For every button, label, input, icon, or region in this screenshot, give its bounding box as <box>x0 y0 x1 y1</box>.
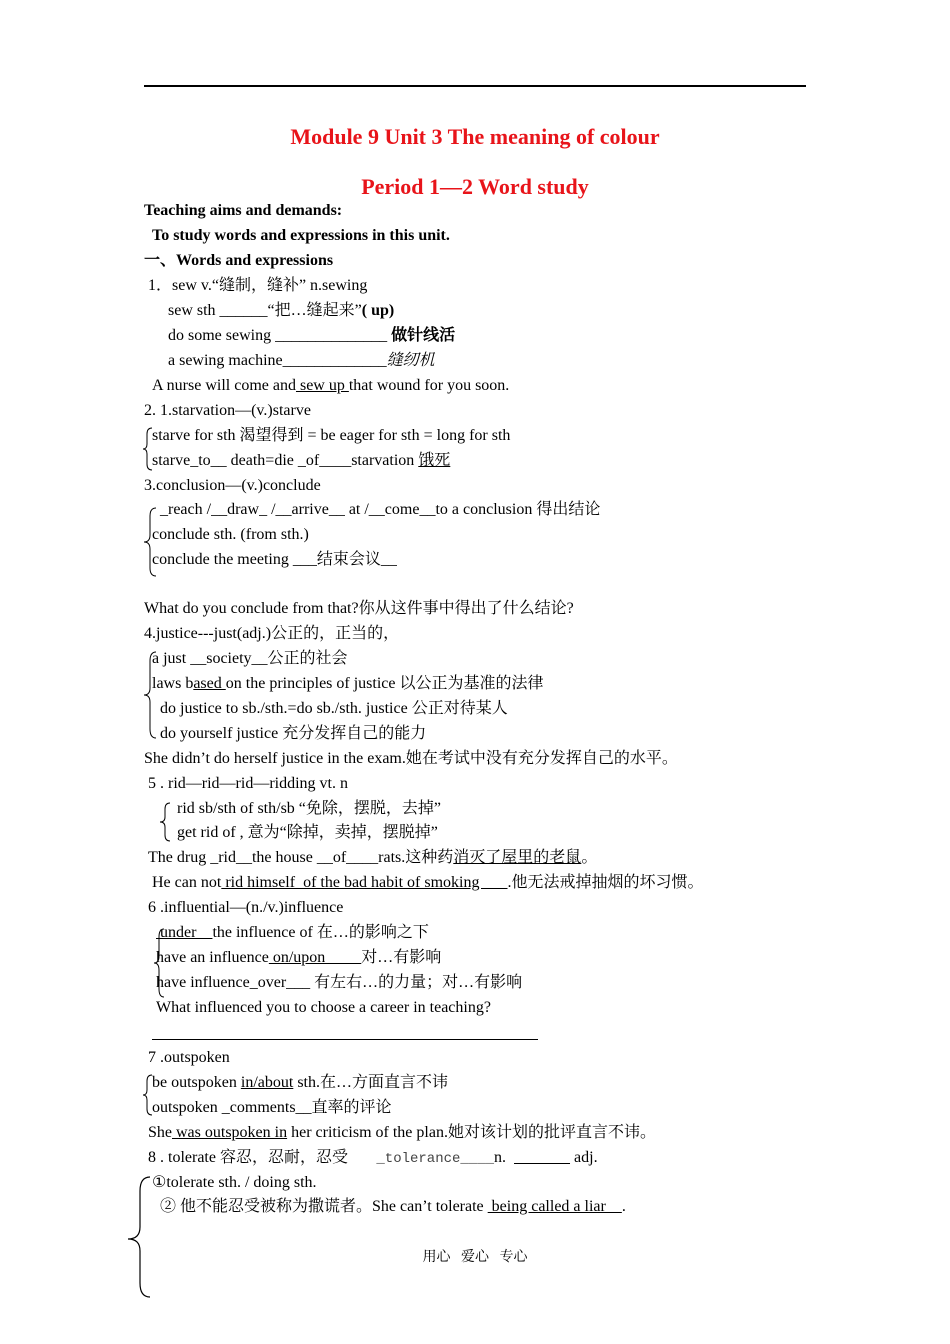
header-rule <box>144 85 806 87</box>
entry-7-example <box>148 1123 656 1143</box>
entry-7-line-b: outspoken _comments__直率的评论 <box>152 1099 392 1116</box>
entry-3-line-b: conclude sth. (from sth.) <box>152 526 309 543</box>
entry-5-ex2-post: .他无法戒掉抽烟的坏习惯。 <box>507 874 704 891</box>
entry-5-ex1-post: 。 <box>581 849 598 866</box>
entry-6-a-answer: under <box>156 924 213 941</box>
entry-1-a-answer: ( up) <box>361 302 395 319</box>
aims-heading: Teaching aims and demands: <box>144 202 343 219</box>
entry-4-line-c: do justice to sb./sth.=do sb./sth. justice 公正对待某人 <box>160 700 508 717</box>
entry-1-b-text: do some sewing ______________ <box>168 327 392 344</box>
entry-8-b-answer: being called a liar <box>487 1198 622 1215</box>
entry-4-example: She didn’t do herself justice in the exam.她在考试中没有充分发挥自己的水平。 <box>144 750 678 767</box>
entry-7-a-answer: in/about <box>240 1074 294 1091</box>
entry-3-line-a: _reach /__draw_ /__arrive__ at /__come__to a conclusion 得出结论 <box>160 501 601 518</box>
entry-1-c-answer: 缝纫机 <box>386 352 435 369</box>
entry-2-b-answer: 饿死 <box>418 452 451 469</box>
entry-1-line-c <box>168 351 435 371</box>
answer-blank-line <box>152 1039 538 1040</box>
entry-1-line-a <box>168 301 394 321</box>
entry-5-brace <box>158 802 172 842</box>
entry-6-heading: 6 .influential—(n./v.)influence <box>148 899 344 916</box>
entry-8-noun-answer: _tolerance____ <box>367 1151 495 1167</box>
page-footer: 用心 爱心 专心 <box>422 1250 528 1265</box>
entry-8-head-mid: n. <box>494 1149 515 1166</box>
section-heading: 一、Words and expressions <box>144 252 334 269</box>
entry-3-heading: 3.conclusion—(v.)conclude <box>144 477 321 494</box>
entry-2-b-text: starve_to__ death=die _of____starvation <box>152 452 419 469</box>
entry-4-b-post: on the principles of justice 以公正为基准的法律 <box>225 675 544 692</box>
entry-1-a-text: sew sth ______“把…缝起来” <box>168 302 362 319</box>
entry-4-b-pre: laws b <box>152 675 194 692</box>
entry-5-line-b: get rid of , 意为“除掉，卖掉，摆脱掉” <box>177 824 438 841</box>
entry-8-line-a: ①tolerate sth. / doing sth. <box>152 1174 317 1191</box>
entry-3-line-c: conclude the meeting ___结束会议__ <box>152 551 397 568</box>
entry-5-ex2-answer: rid himself of the bad habit of smoking <box>221 874 508 891</box>
entry-5-example-1 <box>148 848 597 868</box>
page-title: Module 9 Unit 3 The meaning of colour <box>290 124 660 149</box>
entry-2-line-a: starve for sth 渴望得到 = be eager for sth = long for sth <box>152 427 511 444</box>
entry-1-example <box>152 376 509 396</box>
entry-8-heading <box>148 1148 598 1169</box>
entry-5-ex2-pre: He can not <box>152 874 222 891</box>
entry-1-ex-answer: sew up <box>295 377 349 394</box>
entry-5-example-2 <box>152 873 704 893</box>
entry-5-line-a: rid sb/sth of sth/sb “免除，摆脱，去掉” <box>177 800 441 817</box>
entry-8-brace <box>126 1175 152 1299</box>
entry-6-line-c: have influence_over___ 有左右…的力量；对…有影响 <box>156 974 523 991</box>
entry-4-line-b <box>152 674 544 694</box>
entry-1-heading: 1．sew v.“缝制，缝补” n.sewing <box>148 277 368 294</box>
entry-1-ex-post: that wound for you soon. <box>348 377 510 394</box>
entry-8-b-post: . <box>621 1198 626 1215</box>
entry-4-heading: 4.justice---just(adj.)公正的，正当的， <box>144 625 400 642</box>
entry-8-b-pre: ② 他不能忍受被称为撒谎者。She can’t tolerate <box>160 1198 488 1215</box>
aims-text: To study words and expressions in this unit. <box>152 227 450 244</box>
entry-4-b-answer: ased <box>193 675 226 692</box>
entry-2-heading: 2. 1.starvation—(v.)starve <box>144 402 311 419</box>
entry-6-line-a <box>156 923 429 943</box>
entry-1-line-b <box>168 326 455 346</box>
entry-6-b-pre: have an influence <box>156 949 269 966</box>
entry-7-line-a <box>152 1073 448 1093</box>
entry-1-b-answer: 做针线活 <box>391 327 456 344</box>
entry-1-c-text: a sewing machine_____________ <box>168 352 387 369</box>
entry-6-b-post: 对…有影响 <box>361 949 442 966</box>
entry-8-head-post: adj. <box>570 1149 598 1166</box>
entry-6-a-post: the influence of 在…的影响之下 <box>212 924 429 941</box>
entry-7-ex-pre: She <box>148 1124 172 1141</box>
page-subtitle: Period 1—2 Word study <box>361 174 589 199</box>
entry-7-ex-post: her criticism of the plan.她对该计划的批评直言不讳。 <box>287 1124 656 1141</box>
entry-6-question: What influenced you to choose a career in teaching? <box>156 999 491 1016</box>
entry-6-line-b <box>156 948 441 968</box>
entry-4-line-a: a just __society__公正的社会 <box>152 650 348 667</box>
entry-3-question: What do you conclude from that?你从这件事中得出了什么结论? <box>144 600 574 617</box>
entry-2-line-b <box>152 451 450 471</box>
entry-8-head-pre: 8 . tolerate 容忍，忍耐，忍受 <box>148 1149 368 1166</box>
entry-4-line-d: do yourself justice 充分发挥自己的能力 <box>160 725 427 742</box>
entry-7-ex-answer: was outspoken in <box>172 1124 288 1141</box>
entry-7-a-post: sth.在…方面直言不讳 <box>293 1074 448 1091</box>
entry-1-ex-pre: A nurse will come and <box>152 377 296 394</box>
entry-6-b-answer: on/upon <box>268 949 362 966</box>
entry-7-a-pre: be outspoken <box>152 1074 241 1091</box>
entry-5-ex1-answer: 消灭了屋里的老鼠 <box>453 849 582 866</box>
entry-5-heading: 5 . rid—rid—rid—ridding vt. n <box>148 775 348 792</box>
entry-8-line-b <box>160 1197 626 1217</box>
entry-5-ex1-pre: The drug _rid__the house __of____rats.这种药 <box>148 849 454 866</box>
entry-8-adj-blank <box>514 1149 570 1166</box>
entry-7-heading: 7 .outspoken <box>148 1049 230 1066</box>
